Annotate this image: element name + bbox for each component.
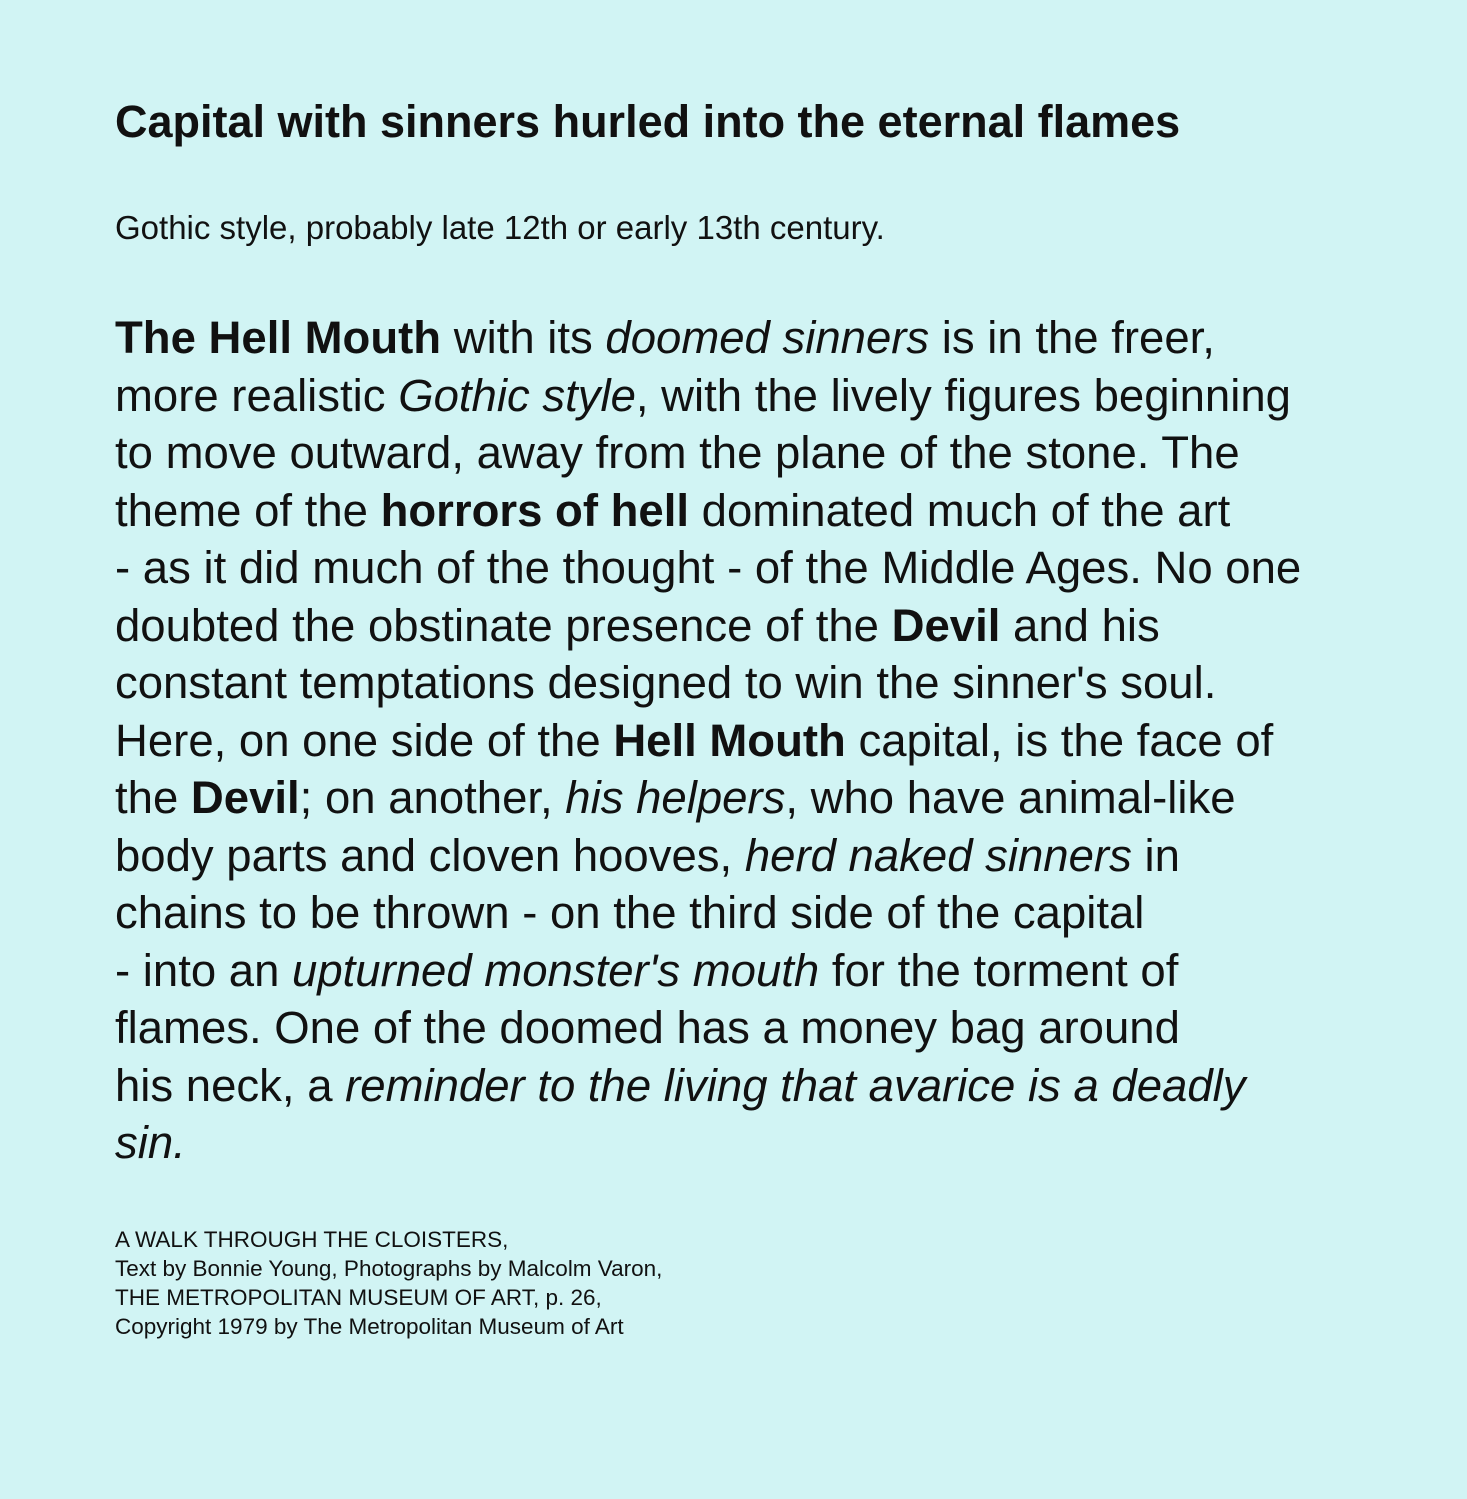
body-line <box>115 424 1445 482</box>
emphasis-italic: Gothic style <box>398 369 636 421</box>
emphasis-italic: reminder to the living that avarice is a deadly <box>345 1059 1246 1111</box>
text-run: ; on another, <box>299 772 566 823</box>
text-run: dominated much of the art <box>689 484 1231 536</box>
citation-line: Copyright 1979 by The Metropolitan Museum of Art <box>115 1314 624 1339</box>
emphasis-italic: herd naked sinners <box>744 829 1132 881</box>
body-line <box>115 827 1445 885</box>
body-line <box>115 654 1445 712</box>
body-line <box>115 942 1445 1000</box>
emphasis-italic: sin. <box>115 1117 186 1168</box>
body-line <box>115 712 1445 770</box>
body-line <box>115 309 1445 367</box>
emphasis-bold: Devil <box>190 772 300 823</box>
document-title: Capital with sinners hurled into the eternal flames <box>115 96 1181 147</box>
text-run: - as it did much of the thought - of the Middle Ages. No one <box>115 542 1302 593</box>
emphasis-italic: doomed sinners <box>605 312 930 363</box>
citation-block <box>115 1225 662 1341</box>
text-run: chains to be thrown - on the third side of the capital <box>115 887 1145 938</box>
text-run: is in the freer, <box>929 312 1215 363</box>
text-run: and his <box>1000 599 1160 651</box>
body-line <box>115 482 1445 540</box>
body-line <box>115 597 1445 655</box>
body-line <box>115 539 1445 597</box>
emphasis-italic: upturned monster's mouth <box>292 944 820 996</box>
text-run: doubted the obstinate presence of the <box>115 599 892 651</box>
document-subtitle: Gothic style, probably late 12th or early 13th century. <box>115 209 885 246</box>
body-line <box>115 769 1445 827</box>
citation-line: THE METROPOLITAN MUSEUM OF ART, p. 26, <box>115 1285 602 1310</box>
body-line <box>115 884 1445 942</box>
text-run: with its <box>441 312 606 363</box>
text-run: capital, is the face of <box>845 714 1274 766</box>
text-run: , who have animal-like <box>785 772 1236 823</box>
emphasis-bold: Hell Mouth <box>613 714 846 766</box>
body-line <box>115 999 1445 1057</box>
body-line <box>115 1114 1445 1172</box>
text-run: Here, on one side of the <box>115 714 614 766</box>
text-run: body parts and cloven hooves, <box>115 829 745 881</box>
text-run: the <box>115 772 191 823</box>
text-run: flames. One of the doomed has a money bag around <box>115 1002 1180 1053</box>
text-run: theme of the <box>115 484 381 536</box>
text-run: - into an <box>115 944 293 996</box>
text-run: to move outward, away from the plane of the stone. The <box>115 427 1240 478</box>
citation-line: A WALK THROUGH THE CLOISTERS, <box>115 1227 509 1252</box>
text-run: his neck, a <box>115 1059 346 1111</box>
text-run: in <box>1131 829 1180 881</box>
text-run: constant temptations designed to win the sinner's soul. <box>115 657 1217 708</box>
citation-line: Text by Bonnie Young, Photographs by Malcolm Varon, <box>115 1256 663 1281</box>
body-line <box>115 1057 1445 1115</box>
body-paragraph <box>115 309 1445 1172</box>
text-run: for the torment of <box>819 944 1179 996</box>
emphasis-bold: The Hell Mouth <box>115 312 442 363</box>
text-run: , with the lively figures beginning <box>635 369 1291 421</box>
emphasis-bold: horrors of hell <box>380 484 690 536</box>
emphasis-italic: his helpers <box>565 772 786 823</box>
body-line <box>115 367 1445 425</box>
emphasis-bold: Devil <box>891 599 1001 651</box>
text-run: more realistic <box>115 369 399 421</box>
